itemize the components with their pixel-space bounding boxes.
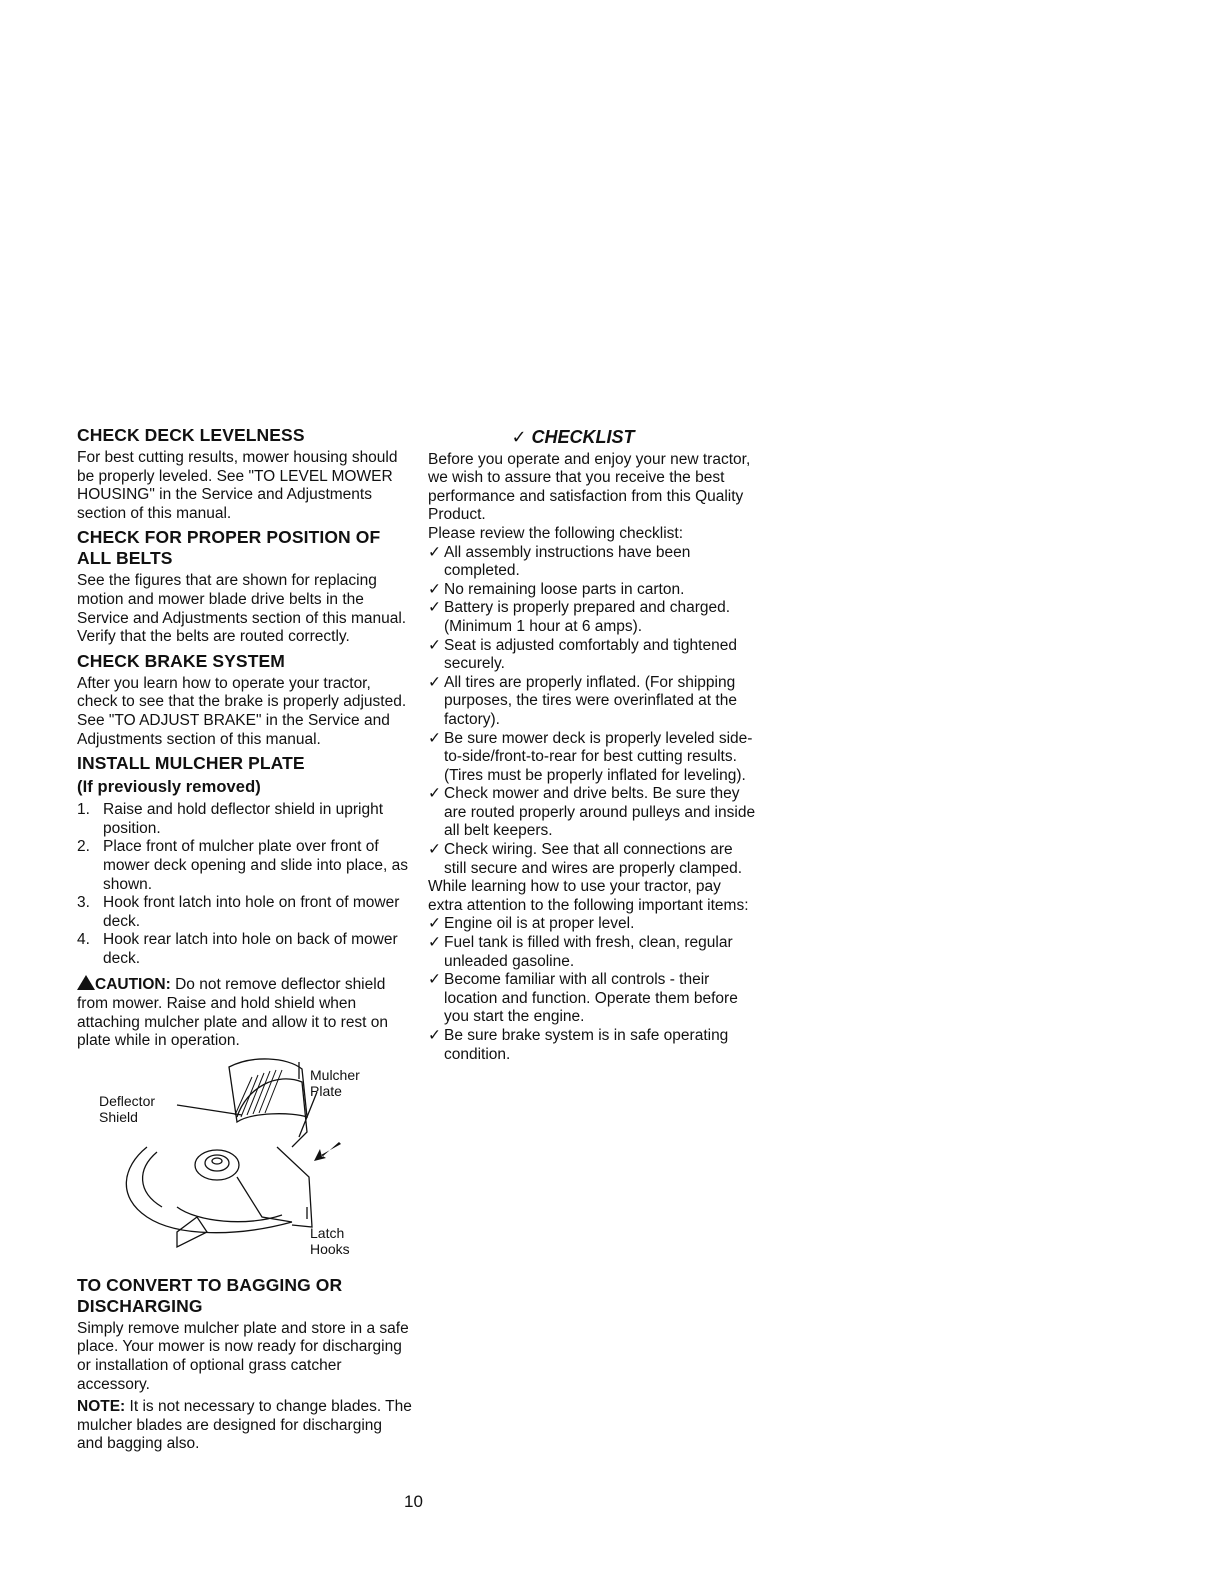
mulcher-plate-figure (77, 1057, 407, 1267)
brake-heading: CHECK BRAKE SYSTEM (77, 650, 285, 671)
left-column (77, 425, 412, 1458)
important-items (428, 915, 758, 1064)
checklist-item: ✓ All tires are properly inflated. (For shipping purposes, the tires were overinflated at the factory). (428, 673, 737, 728)
check-mark-icon: ✓ (428, 543, 441, 561)
step-text: Raise and hold deflector shield in upright position. (103, 801, 384, 837)
convert-body: Simply remove mulcher plate and store in a safe place. Your mower is now ready for discharging or installation of optional grass catcher accessory. (77, 1319, 409, 1393)
check-mark-icon: ✓ (428, 580, 441, 598)
step-text: Hook front latch into hole on front of mower deck. (103, 894, 400, 930)
belts-body: See the figures that are shown for replacing motion and mower blade drive belts in the Service and Adjustments section of this manual. Verify that the belts are routed correctly. (77, 572, 407, 646)
check-mark-icon: ✓ (428, 971, 441, 989)
check-mark-icon: ✓ (428, 915, 441, 933)
brake-body: After you learn how to operate your tractor, check to see that the brake is properly adjusted. See "TO ADJUST BRAKE" in the Service and Adjustments section of this manual. (77, 674, 407, 748)
step-number: 1. (77, 801, 90, 819)
checklist-learning: While learning how to use your tractor, pay extra attention to the following important items: (428, 878, 749, 914)
check-mark-icon: ✓ (428, 785, 441, 803)
mulcher-heading: INSTALL MULCHER PLATE (77, 753, 305, 774)
convert-heading: TO CONVERT TO BAGGING OR DISCHARGING (77, 1274, 343, 1316)
check-mark-icon: ✓ (428, 841, 441, 859)
important-item: ✓ Engine oil is at proper level. (428, 915, 635, 933)
step-number: 2. (77, 838, 90, 856)
check-mark-icon: ✓ (428, 599, 441, 617)
note-label: NOTE: (77, 1398, 126, 1416)
deck-heading: CHECK DECK LEVELNESS (77, 425, 305, 445)
deflector-shield-label: Deflector Shield (99, 1092, 156, 1125)
warning-triangle-icon (77, 975, 95, 990)
step-text: Hook rear latch into hole on back of mower deck. (103, 931, 398, 967)
checklist-item: ✓ Be sure mower deck is properly leveled side-to-side/front-to-rear for best cutting results. (Tires must be properly inflated for leveling). (428, 729, 753, 784)
checklist-item: ✓ Check wiring. See that all connections are still secure and wires are properly clamped. (428, 841, 743, 877)
caution-note (77, 974, 412, 1050)
check-mark-icon: ✓ (428, 729, 441, 747)
checklist-item: ✓ Check mower and drive belts. Be sure they are routed properly around pulleys and inside all belt keepers. (428, 785, 756, 840)
mulcher-subheading: (If previously removed) (77, 778, 261, 797)
important-item: ✓ Fuel tank is filled with fresh, clean, regular unleaded gasoline. (428, 934, 733, 970)
check-mark-icon: ✓ (428, 673, 441, 691)
check-mark-icon: ✓ (428, 636, 441, 654)
belts-heading: CHECK FOR PROPER POSITION OF ALL BELTS (77, 527, 381, 569)
check-mark-icon: ✓ (428, 934, 441, 952)
latch-hooks-label: Latch Hooks (310, 1224, 350, 1257)
page-number: 10 (404, 1492, 423, 1511)
mulcher-step (77, 801, 412, 838)
note-text: It is not necessary to change blades. The mulcher blades are designed for discharging and bagging also. (77, 1398, 412, 1453)
mulcher-steps (77, 801, 412, 968)
step-text: Place front of mulcher plate over front of mower deck opening and slide into place, as shown. (103, 838, 409, 893)
step-number: 4. (77, 931, 90, 949)
right-column (428, 428, 758, 1064)
deck-body: For best cutting results, mower housing should be properly leveled. See "TO LEVEL MOWER HOUSING" in the Service and Adjustments section of this manual. (77, 449, 398, 522)
check-mark-icon: ✓ (428, 1027, 441, 1044)
caution-word: CAUTION: (95, 976, 171, 994)
mulcher-step (77, 894, 412, 931)
checklist-review: Please review the following checklist: (428, 524, 684, 542)
convert-note (77, 1398, 412, 1454)
mulcher-plate-label: Mulcher Plate (310, 1066, 360, 1099)
checklist-item: ✓ No remaining loose parts in carton. (428, 580, 685, 598)
mulcher-step (77, 931, 412, 968)
checklist-item: ✓ Seat is adjusted comfortably and tightened securely. (428, 636, 737, 673)
important-item: ✓ Be sure brake system is in safe operating condition. (428, 1027, 729, 1063)
mulcher-step (77, 838, 412, 894)
checklist-title: ✓ CHECKLIST (511, 427, 635, 447)
checklist-item: ✓ Battery is properly prepared and charged. (Minimum 1 hour at 6 amps). (428, 599, 731, 635)
important-item: ✓ Become familiar with all controls - their location and function. Operate them before you start the engine. (428, 971, 738, 1026)
checklist-items (428, 544, 758, 879)
checklist-item: ✓ All assembly instructions have been completed. (428, 543, 691, 580)
caution-text: Do not remove deflector shield from mower. Raise and hold shield when attaching mulcher plate and allow it to rest on plate while in operation. (77, 976, 389, 1050)
checklist-intro: Before you operate and enjoy your new tractor, we wish to assure that you receive the best performance and satisfaction from this Quality Product. (428, 450, 751, 524)
step-number: 3. (77, 894, 90, 912)
